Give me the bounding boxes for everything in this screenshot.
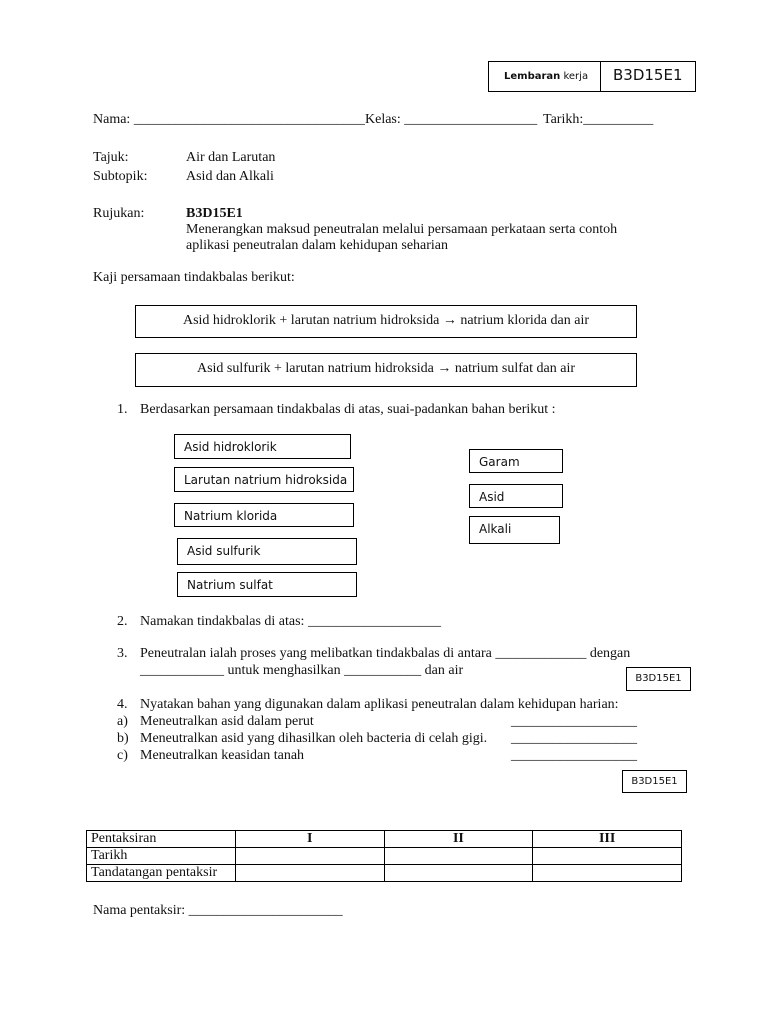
match-item-asid-hidroklorik[interactable]: Asid hidroklorik — [174, 434, 351, 459]
q2-text: Namakan tindakbalas di atas: ___________________ — [140, 614, 441, 629]
assessment-header-cell: Pentaksiran — [87, 831, 236, 848]
q3-line1: Peneutralan ialah proses yang melibatkan tindakbalas di antara _____________ dengan — [140, 646, 631, 661]
q4a-letter: a) — [117, 714, 128, 729]
q4c-blank: __________________ — [511, 748, 637, 763]
assessment-cell[interactable] — [533, 848, 682, 865]
reference-line2: aplikasi peneutralan dalam kehidupan seharian — [186, 238, 449, 253]
worksheet-label-divider — [600, 61, 601, 92]
q3-code-box: B3D15E1 — [626, 667, 691, 691]
q4c-text: Meneutralkan keasidan tanah — [140, 748, 305, 763]
assessor-name-field: Nama pentaksir: ______________________ — [93, 903, 343, 918]
match-item-alkali[interactable]: Alkali — [469, 516, 560, 544]
match-item-garam[interactable]: Garam — [469, 449, 563, 473]
assessment-cell[interactable] — [533, 865, 682, 882]
q1-text: Berdasarkan persamaan tindakbalas di atas, suai-padankan bahan berikut : — [140, 402, 556, 417]
assessment-row-label: Tarikh — [87, 848, 236, 865]
subtopic-label: Subtopik: — [93, 169, 148, 184]
assessment-header-cell: II — [384, 831, 533, 848]
assessment-row-date — [87, 848, 682, 865]
q4a-blank: __________________ — [511, 714, 637, 729]
assessment-header-row — [87, 831, 682, 848]
q4-code-box: B3D15E1 — [622, 770, 687, 793]
q3-number: 3. — [117, 646, 128, 661]
match-item-larutan-natrium-hidroksida[interactable]: Larutan natrium hidroksida — [174, 467, 354, 492]
q4a-text: Meneutralkan asid dalam perut — [140, 714, 314, 729]
assessment-cell[interactable] — [235, 848, 384, 865]
equation-box-1: Asid hidroklorik + larutan natrium hidroksida → natrium klorida dan air — [135, 305, 637, 338]
reference-line1: Menerangkan maksud peneutralan melalui persamaan perkataan serta contoh — [186, 222, 618, 237]
q4-text: Nyatakan bahan yang digunakan dalam aplikasi peneutralan dalam kehidupan harian: — [140, 697, 619, 712]
match-item-natrium-sulfat[interactable]: Natrium sulfat — [177, 572, 357, 597]
q2-number: 2. — [117, 614, 128, 629]
assessment-row-label: Tandatangan pentaksir — [87, 865, 236, 882]
q1-number: 1. — [117, 402, 128, 417]
worksheet-label: Lembaran kerja — [504, 71, 589, 82]
q4b-blank: __________________ — [511, 731, 637, 746]
assessment-header-cell: III — [533, 831, 682, 848]
q4c-letter: c) — [117, 748, 128, 763]
assessment-header-cell: I — [235, 831, 384, 848]
match-item-asid[interactable]: Asid — [469, 484, 563, 508]
name-field: Nama: _________________________________ — [93, 112, 365, 127]
assessment-cell[interactable] — [384, 865, 533, 882]
class-field: Kelas: ___________________ — [365, 112, 538, 127]
topic-value: Air dan Larutan — [186, 150, 276, 165]
assessment-table — [86, 830, 682, 882]
q4-number: 4. — [117, 697, 128, 712]
match-item-asid-sulfurik[interactable]: Asid sulfurik — [177, 538, 357, 565]
date-field: Tarikh:__________ — [543, 112, 654, 127]
topic-label: Tajuk: — [93, 150, 129, 165]
worksheet-label-box — [488, 61, 696, 92]
q3-line2: ____________ untuk menghasilkan ___________ dan air — [140, 663, 464, 678]
q4b-text: Meneutralkan asid yang dihasilkan oleh bacteria di celah gigi. — [140, 731, 488, 746]
assessment-row-signature — [87, 865, 682, 882]
assessment-cell[interactable] — [235, 865, 384, 882]
equation-box-2: Asid sulfurik + larutan natrium hidroksida → natrium sulfat dan air — [135, 353, 637, 387]
worksheet-code: B3D15E1 — [613, 66, 683, 84]
subtopic-value: Asid dan Alkali — [186, 169, 274, 184]
reference-code: B3D15E1 — [186, 206, 243, 221]
assessment-cell[interactable] — [384, 848, 533, 865]
intro-text: Kaji persamaan tindakbalas berikut: — [93, 270, 295, 285]
match-item-natrium-klorida[interactable]: Natrium klorida — [174, 503, 354, 527]
q4b-letter: b) — [117, 731, 129, 746]
reference-label: Rujukan: — [93, 206, 145, 221]
